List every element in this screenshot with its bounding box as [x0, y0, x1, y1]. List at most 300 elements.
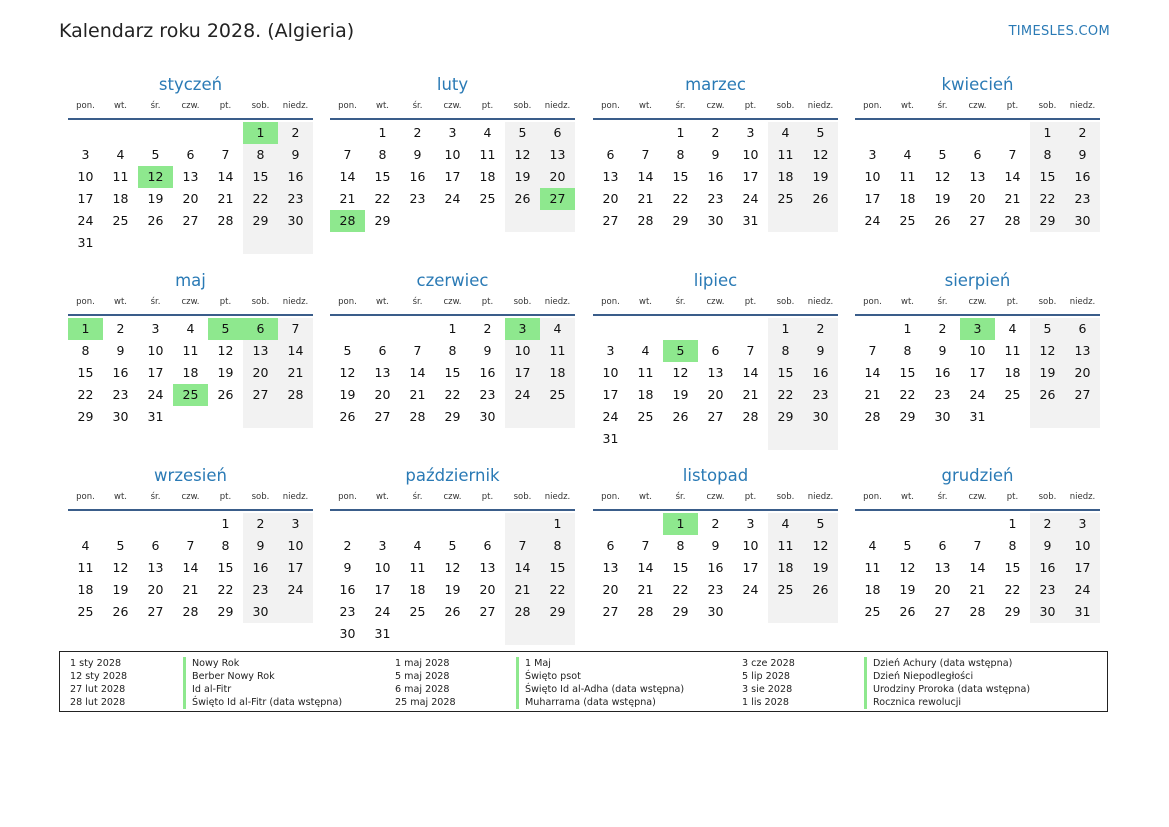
empty-cell: [400, 623, 435, 645]
day-cell: 23: [934, 387, 951, 402]
day-cell: 27: [374, 409, 391, 424]
weekday-label: pt.: [744, 297, 757, 307]
day-cell: 11: [899, 169, 916, 184]
day-cell: 3: [448, 125, 457, 140]
empty-cell: [173, 513, 208, 535]
month-name: sierpień: [944, 271, 1011, 290]
weekday-label: czw.: [706, 492, 725, 502]
empty-cell: [505, 210, 540, 232]
day-cell: 12: [339, 365, 356, 380]
day-cell: 30: [112, 409, 129, 424]
day-cell: 4: [540, 318, 575, 340]
day-cell: 9: [711, 147, 720, 162]
day-cell: 1: [676, 125, 685, 140]
day-grid: [855, 122, 1100, 232]
day-cell: 6: [1065, 318, 1100, 340]
month-name: marzec: [685, 75, 746, 94]
weekday-label: śr.: [412, 297, 423, 307]
day-cell: 15: [540, 557, 575, 579]
day-cell: 22: [77, 387, 94, 402]
day-cell: 21: [182, 582, 199, 597]
weekday-label: pon.: [601, 101, 620, 111]
day-cell: 3: [151, 321, 160, 336]
weekday-label: czw.: [443, 492, 462, 502]
empty-cell: [663, 428, 698, 450]
legend-names: [516, 657, 684, 709]
empty-cell: [103, 232, 138, 254]
day-cell: 21: [864, 387, 881, 402]
day-cell: 10: [278, 535, 313, 557]
day-cell: 21: [278, 362, 313, 384]
day-cell: 13: [540, 144, 575, 166]
day-cell: 23: [1030, 579, 1065, 601]
day-cell: 2: [278, 122, 313, 144]
empty-cell: [173, 406, 208, 428]
day-cell: 29: [77, 409, 94, 424]
weekday-label: wt.: [114, 297, 127, 307]
day-cell: 26: [934, 213, 951, 228]
day-cell: 19: [339, 387, 356, 402]
day-cell: 8: [1008, 538, 1017, 553]
legend-holiday-name: Święto Id al-Fitr (data wstępna): [183, 696, 342, 709]
day-cell: 27: [182, 213, 199, 228]
day-cell: 30: [339, 626, 356, 641]
weekday-label: wt.: [901, 297, 914, 307]
day-cell: 28: [1004, 213, 1021, 228]
day-cell: 28: [864, 409, 881, 424]
day-cell: 29: [540, 601, 575, 623]
weekday-label: pon.: [863, 492, 882, 502]
weekday-header: [855, 489, 1100, 511]
weekday-label: niedz.: [1069, 492, 1096, 502]
empty-cell: [768, 210, 803, 232]
day-cell: 9: [711, 538, 720, 553]
day-cell: 5: [505, 122, 540, 144]
weekday-label: pt.: [219, 101, 232, 111]
empty-cell: [505, 513, 540, 535]
weekday-label: wt.: [376, 297, 389, 307]
weekday-label: sob.: [776, 297, 795, 307]
day-cell: 8: [243, 144, 278, 166]
empty-cell: [103, 122, 138, 144]
weekday-label: niedz.: [1069, 101, 1096, 111]
day-cell: 30: [934, 409, 951, 424]
day-cell: 13: [1065, 340, 1100, 362]
weekday-label: czw.: [706, 297, 725, 307]
day-cell: 16: [934, 365, 951, 380]
day-cell: 29: [1030, 210, 1065, 232]
empty-cell: [1030, 406, 1065, 428]
day-cell: 31: [602, 431, 619, 446]
day-cell: 8: [221, 538, 230, 553]
day-cell: 12: [217, 343, 234, 358]
day-cell: 27: [934, 604, 951, 619]
day-cell: 4: [641, 343, 650, 358]
day-cell: 2: [1030, 513, 1065, 535]
day-cell: 13: [934, 560, 951, 575]
weekday-label: czw.: [181, 492, 200, 502]
day-cell: 22: [1030, 188, 1065, 210]
day-cell: 27: [540, 188, 575, 210]
weekday-header: [68, 98, 313, 120]
day-cell: 3: [960, 318, 995, 340]
day-cell: 15: [672, 560, 689, 575]
day-cell: 20: [969, 191, 986, 206]
day-cell: 18: [540, 362, 575, 384]
day-cell: 8: [1030, 144, 1065, 166]
day-cell: 21: [505, 579, 540, 601]
day-cell: 5: [1030, 318, 1065, 340]
day-cell: 8: [768, 340, 803, 362]
day-cell: 10: [602, 365, 619, 380]
weekday-header: [68, 489, 313, 511]
day-cell: 16: [243, 557, 278, 579]
empty-cell: [768, 601, 803, 623]
month-name: listopad: [682, 466, 749, 485]
empty-cell: [925, 122, 960, 144]
day-cell: 7: [973, 538, 982, 553]
month-block: [855, 463, 1100, 623]
day-cell: 31: [969, 409, 986, 424]
day-cell: 23: [409, 191, 426, 206]
day-cell: 16: [339, 582, 356, 597]
day-cell: 15: [1030, 166, 1065, 188]
day-cell: 10: [374, 560, 391, 575]
month-block: [330, 268, 575, 428]
empty-cell: [803, 601, 838, 623]
weekday-label: śr.: [675, 492, 686, 502]
empty-cell: [995, 406, 1030, 428]
day-cell: 7: [746, 343, 755, 358]
day-cell: 17: [444, 169, 461, 184]
day-cell: 25: [479, 191, 496, 206]
weekday-label: czw.: [181, 297, 200, 307]
day-cell: 19: [217, 365, 234, 380]
day-cell: 3: [81, 147, 90, 162]
day-cell: 11: [409, 560, 426, 575]
day-cell: 29: [217, 604, 234, 619]
day-cell: 26: [1030, 384, 1065, 406]
day-grid: [593, 318, 838, 450]
day-cell: 22: [243, 188, 278, 210]
day-cell: 29: [672, 604, 689, 619]
day-cell: 5: [938, 147, 947, 162]
day-cell: 20: [602, 582, 619, 597]
day-cell: 23: [707, 191, 724, 206]
legend-date: 12 sty 2028: [70, 671, 128, 682]
day-cell: 25: [77, 604, 94, 619]
day-cell: 26: [147, 213, 164, 228]
day-cell: 8: [540, 535, 575, 557]
day-cell: 21: [637, 582, 654, 597]
legend-holiday-name: Urodziny Proroka (data wstępna): [864, 683, 1030, 696]
day-cell: 2: [483, 321, 492, 336]
day-cell: 6: [606, 538, 615, 553]
day-cell: 18: [864, 582, 881, 597]
day-cell: 16: [1065, 166, 1100, 188]
empty-cell: [68, 513, 103, 535]
day-cell: 28: [278, 384, 313, 406]
day-cell: 27: [602, 213, 619, 228]
weekday-header: [593, 489, 838, 511]
day-cell: 7: [1008, 147, 1017, 162]
day-cell: 12: [444, 560, 461, 575]
day-cell: 26: [899, 604, 916, 619]
empty-cell: [593, 513, 628, 535]
empty-cell: [803, 428, 838, 450]
day-cell: 18: [112, 191, 129, 206]
legend-holiday-name: Rocznica rewolucji: [864, 696, 1030, 709]
weekday-label: pt.: [481, 297, 494, 307]
weekday-label: pon.: [863, 101, 882, 111]
day-cell: 24: [147, 387, 164, 402]
day-cell: 25: [768, 188, 803, 210]
month-block: [330, 463, 575, 645]
weekday-label: wt.: [376, 492, 389, 502]
day-cell: 14: [637, 169, 654, 184]
empty-cell: [365, 318, 400, 340]
day-cell: 5: [151, 147, 160, 162]
day-cell: 16: [409, 169, 426, 184]
day-cell: 30: [1065, 210, 1100, 232]
day-cell: 29: [672, 213, 689, 228]
empty-cell: [243, 406, 278, 428]
day-cell: 25: [1004, 387, 1021, 402]
day-cell: 14: [409, 365, 426, 380]
weekday-label: sob.: [513, 101, 532, 111]
day-cell: 9: [343, 560, 352, 575]
weekday-label: wt.: [901, 492, 914, 502]
empty-cell: [540, 406, 575, 428]
day-cell: 3: [1065, 513, 1100, 535]
day-cell: 24: [969, 387, 986, 402]
day-cell: 11: [864, 560, 881, 575]
day-cell: 16: [803, 362, 838, 384]
empty-cell: [470, 513, 505, 535]
month-name: lipiec: [693, 271, 738, 290]
day-cell: 23: [243, 579, 278, 601]
day-cell: 23: [479, 387, 496, 402]
weekday-label: śr.: [675, 101, 686, 111]
day-cell: 17: [374, 582, 391, 597]
day-cell: 20: [602, 191, 619, 206]
day-cell: 24: [742, 191, 759, 206]
weekday-label: sob.: [251, 101, 270, 111]
day-cell: 24: [374, 604, 391, 619]
day-cell: 27: [707, 409, 724, 424]
weekday-label: wt.: [114, 101, 127, 111]
day-cell: 1: [1030, 122, 1065, 144]
empty-cell: [173, 232, 208, 254]
day-cell: 29: [1004, 604, 1021, 619]
day-cell: 28: [637, 213, 654, 228]
day-cell: 21: [217, 191, 234, 206]
day-cell: 20: [934, 582, 951, 597]
weekday-header: [68, 294, 313, 316]
day-cell: 14: [182, 560, 199, 575]
empty-cell: [435, 623, 470, 645]
legend-holiday-name: Nowy Rok: [183, 657, 342, 670]
legend-holiday-name: Święto Id al-Adha (data wstępna): [516, 683, 684, 696]
month-name: styczeń: [158, 75, 223, 94]
day-cell: 17: [602, 387, 619, 402]
empty-cell: [733, 428, 768, 450]
day-cell: 11: [768, 144, 803, 166]
month-name: grudzień: [941, 466, 1014, 485]
weekday-label: czw.: [968, 101, 987, 111]
empty-cell: [208, 232, 243, 254]
day-cell: 4: [903, 147, 912, 162]
day-cell: 10: [77, 169, 94, 184]
legend-date: 1 lis 2028: [742, 697, 789, 708]
weekday-label: śr.: [937, 297, 948, 307]
day-cell: 28: [330, 210, 365, 232]
day-grid: [330, 513, 575, 645]
day-cell: 30: [707, 213, 724, 228]
month-name: czerwiec: [416, 271, 489, 290]
day-cell: 25: [173, 384, 208, 406]
empty-cell: [698, 318, 733, 340]
day-cell: 23: [803, 384, 838, 406]
day-cell: 28: [637, 604, 654, 619]
day-cell: 6: [483, 538, 492, 553]
day-cell: 22: [899, 387, 916, 402]
day-cell: 18: [1004, 365, 1021, 380]
day-cell: 18: [182, 365, 199, 380]
day-cell: 27: [602, 604, 619, 619]
legend-date: 5 lip 2028: [742, 671, 791, 682]
day-cell: 6: [378, 343, 387, 358]
day-cell: 10: [1065, 535, 1100, 557]
weekday-label: czw.: [968, 492, 987, 502]
weekday-label: pon.: [338, 492, 357, 502]
day-cell: 4: [413, 538, 422, 553]
day-cell: 14: [217, 169, 234, 184]
day-cell: 22: [540, 579, 575, 601]
day-cell: 19: [147, 191, 164, 206]
day-cell: 22: [672, 582, 689, 597]
day-cell: 29: [899, 409, 916, 424]
brand-link[interactable]: TIMESLES.COM: [1008, 24, 1110, 39]
day-grid: [593, 513, 838, 623]
legend-holiday-name: Dzień Niepodległości: [864, 670, 1030, 683]
day-cell: 12: [803, 535, 838, 557]
day-cell: 27: [1065, 384, 1100, 406]
empty-cell: [628, 513, 663, 535]
day-cell: 19: [803, 166, 838, 188]
day-cell: 4: [768, 122, 803, 144]
weekday-label: śr.: [150, 297, 161, 307]
day-cell: 21: [742, 387, 759, 402]
day-cell: 26: [217, 387, 234, 402]
day-cell: 20: [540, 166, 575, 188]
day-cell: 28: [969, 604, 986, 619]
weekday-label: śr.: [937, 492, 948, 502]
empty-cell: [890, 122, 925, 144]
day-grid: [330, 318, 575, 428]
day-cell: 10: [742, 147, 759, 162]
weekday-header: [593, 294, 838, 316]
day-cell: 1: [68, 318, 103, 340]
day-cell: 8: [903, 343, 912, 358]
empty-cell: [995, 122, 1030, 144]
weekday-label: pt.: [481, 492, 494, 502]
day-cell: 5: [448, 538, 457, 553]
weekday-label: sob.: [251, 492, 270, 502]
day-cell: 23: [112, 387, 129, 402]
day-cell: 6: [151, 538, 160, 553]
weekday-label: niedz.: [282, 297, 309, 307]
day-cell: 1: [540, 513, 575, 535]
legend-holiday-name: 1 Maj: [516, 657, 684, 670]
legend-holiday-name: Święto psot: [516, 670, 684, 683]
day-cell: 4: [81, 538, 90, 553]
weekday-label: niedz.: [807, 101, 834, 111]
day-cell: 4: [186, 321, 195, 336]
day-cell: 24: [444, 191, 461, 206]
day-cell: 16: [707, 560, 724, 575]
holiday-legend: [59, 651, 1108, 712]
empty-cell: [593, 318, 628, 340]
empty-cell: [855, 513, 890, 535]
day-cell: 20: [147, 582, 164, 597]
day-cell: 10: [444, 147, 461, 162]
empty-cell: [628, 122, 663, 144]
day-cell: 5: [343, 343, 352, 358]
day-cell: 13: [602, 560, 619, 575]
day-cell: 28: [505, 601, 540, 623]
day-cell: 13: [602, 169, 619, 184]
day-cell: 24: [1065, 579, 1100, 601]
weekday-header: [593, 98, 838, 120]
weekday-label: pon.: [338, 101, 357, 111]
day-cell: 4: [868, 538, 877, 553]
day-cell: 7: [343, 147, 352, 162]
day-cell: 9: [116, 343, 125, 358]
day-cell: 6: [938, 538, 947, 553]
weekday-label: niedz.: [282, 101, 309, 111]
day-cell: 27: [243, 384, 278, 406]
day-cell: 17: [742, 560, 759, 575]
day-cell: 31: [147, 409, 164, 424]
day-cell: 26: [339, 409, 356, 424]
day-cell: 29: [444, 409, 461, 424]
day-cell: 3: [746, 516, 755, 531]
day-cell: 14: [637, 560, 654, 575]
empty-cell: [470, 623, 505, 645]
day-cell: 22: [1004, 582, 1021, 597]
empty-cell: [1065, 406, 1100, 428]
weekday-label: sob.: [1038, 492, 1057, 502]
day-cell: 19: [505, 166, 540, 188]
day-cell: 6: [973, 147, 982, 162]
month-block: [593, 72, 838, 232]
day-cell: 2: [243, 513, 278, 535]
day-cell: 11: [1004, 343, 1021, 358]
day-cell: 26: [672, 409, 689, 424]
day-cell: 2: [116, 321, 125, 336]
month-block: [855, 72, 1100, 232]
legend-date: 6 maj 2028: [395, 684, 450, 695]
empty-cell: [593, 122, 628, 144]
day-cell: 5: [208, 318, 243, 340]
day-cell: 5: [903, 538, 912, 553]
empty-cell: [505, 623, 540, 645]
day-cell: 1: [448, 321, 457, 336]
day-cell: 15: [444, 365, 461, 380]
legend-dates: [395, 657, 456, 709]
weekday-label: niedz.: [544, 492, 571, 502]
